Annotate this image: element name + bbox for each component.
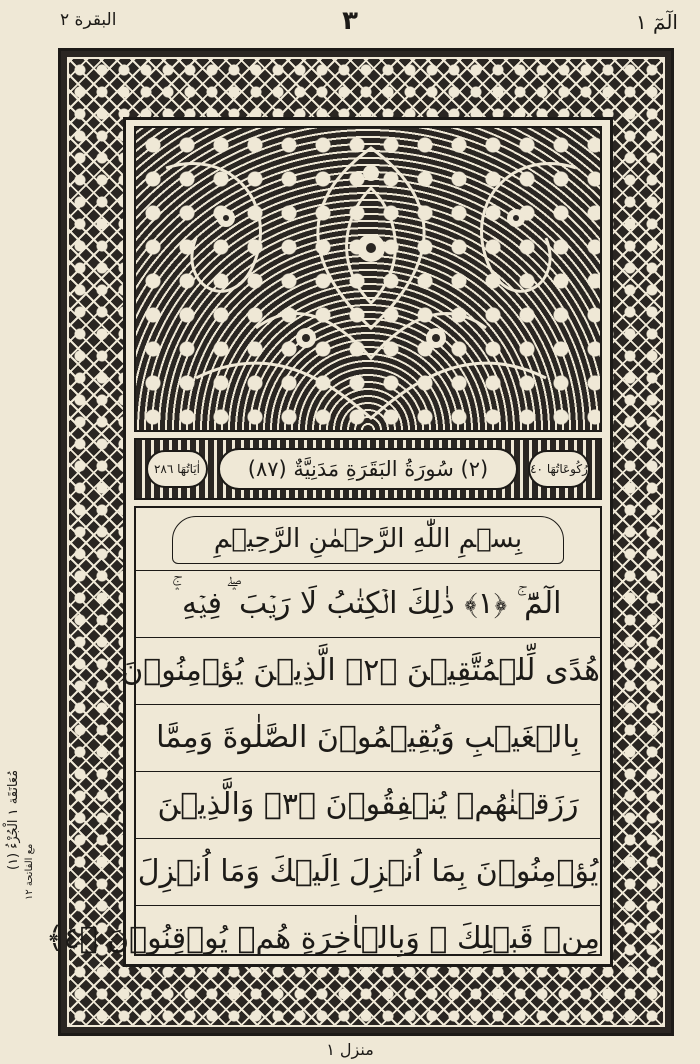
verse-line-5: يُؤۡمِنُوۡنَ بِمَا اُنۡزِلَ اِلَيۡكَ وَمَا اُنۡزِلَ — [136, 838, 600, 906]
surah-title: (٢) سُورَةُ البَقَرَةِ مَدَنِيَّةٌ (٨٧) — [247, 457, 489, 481]
page-header — [0, 0, 700, 46]
ornamental-border — [45, 48, 674, 1036]
margin-note-line1: مُعَانَقَة ١ الْجُزْءُ (١) — [6, 769, 21, 870]
verse-text-area — [45, 506, 602, 956]
margin-note-line2: مع الفاتحة ١٢ — [24, 843, 35, 900]
verse-line-6: مِنۡ قَبۡلِكَ ۚ وَبِالۡاٰخِرَةِ هُمۡ يُوۡقِنُوۡنَ ﴿٤﴾ — [45, 921, 600, 956]
manzil-footer: منزل ١ — [326, 1040, 374, 1059]
margin-note — [0, 760, 40, 910]
illumination-headpiece — [134, 126, 602, 432]
page-number: ٣ — [342, 6, 358, 36]
verse-line-1: الٓمّٓ ۚ ﴿١﴾ ذٰلِكَ الۡكِتٰبُ لَا رَيۡبَ ۛۖ فِيۡهِ ۛۚ — [136, 570, 600, 638]
surah-title-cartouche — [218, 448, 518, 490]
page-panel — [45, 117, 613, 967]
ayat-count: اٰيَاتُهَا ٢٨٦ — [153, 462, 200, 476]
bismillah-line — [136, 508, 600, 571]
bismillah-text: بِسۡمِ اللّٰهِ الرَّحۡمٰنِ الرَّحِيۡمِ — [213, 524, 523, 554]
verse-line-3: بِالۡغَيۡبِ وَيُقِيۡمُوۡنَ الصَّلٰوةَ وَمِمَّا — [136, 704, 600, 772]
surah-running-head: البقرة ٢ — [60, 10, 117, 30]
ruku-count: رُكُوعَاتُهَا ٤٠ — [530, 462, 588, 476]
verse-line-2: هُدًى لِّلۡمُتَّقِيۡنَ ﴿٢﴾ الَّذِيۡنَ يُؤۡمِنُوۡنَ — [136, 637, 600, 705]
verse-line-4: رَزَقۡنٰهُمۡ يُنۡفِقُوۡنَ ﴿٣﴾ وَالَّذِيۡنَ — [136, 771, 600, 839]
ayat-count-cartouche — [146, 450, 208, 488]
arabesque-ornament — [136, 128, 606, 430]
ruku-count-cartouche — [528, 450, 590, 488]
surah-title-band — [134, 438, 602, 500]
juz-running-head: الٓمٓ ١ — [635, 10, 678, 34]
